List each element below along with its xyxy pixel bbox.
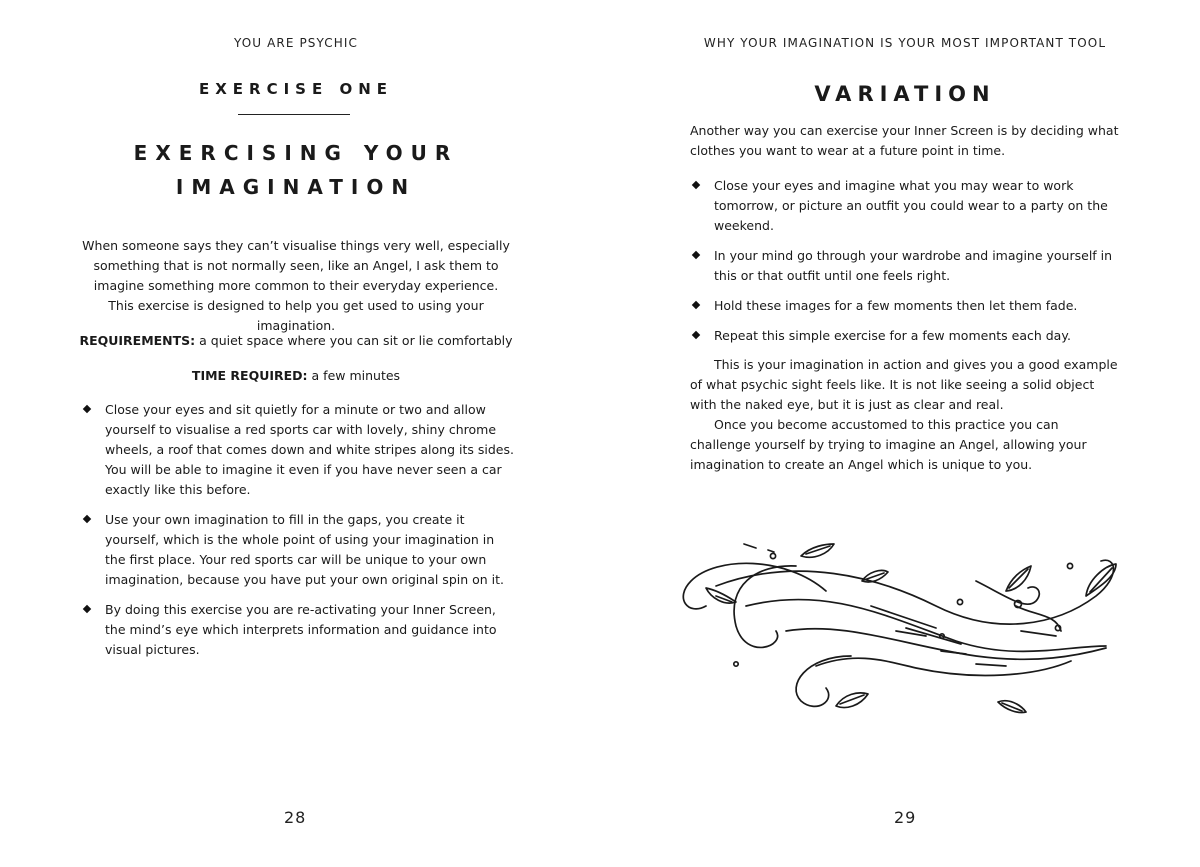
variation-title: VARIATION xyxy=(814,82,996,106)
list-item-text: Hold these images for a few moments then let them fade. xyxy=(714,298,1078,313)
running-head-right: WHY YOUR IMAGINATION IS YOUR MOST IMPORTANT TOOL xyxy=(703,36,1107,50)
exercise-label: EXERCISE ONE xyxy=(198,80,394,98)
closing-paragraphs xyxy=(690,355,1122,475)
variation-steps-list xyxy=(714,176,1114,356)
list-item-text: Use your own imagination to fill in the gaps, you create it yourself, which is the whole point of using your imagination in the first place. Your red sports car will be unique to your own imagination, because you have put your own original spin on it. xyxy=(105,512,505,587)
requirements-text: a quiet space where you can sit or lie comfortably xyxy=(199,333,513,348)
time-text: a few minutes xyxy=(311,368,401,383)
exercise-steps-list xyxy=(105,400,517,670)
list-item xyxy=(105,400,517,500)
list-item-text: Repeat this simple exercise for a few moments each day. xyxy=(714,328,1071,343)
exercise-title-line-2: IMAGINATION xyxy=(175,175,417,199)
page-number-right: 29 xyxy=(894,808,917,827)
list-item-text: In your mind go through your wardrobe and imagine yourself in this or that outfit until one feels right. xyxy=(714,248,1113,283)
exercise-title-line-1: EXERCISING YOUR xyxy=(133,141,459,165)
wind-swirl-leaves-icon xyxy=(676,536,1126,721)
list-item-text: Close your eyes and imagine what you may wear to work tomorrow, or picture an outfit you could wear to a party on the weekend. xyxy=(714,178,1108,233)
time-label: TIME REQUIRED: xyxy=(191,368,308,383)
intro-paragraph: When someone says they can’t visualise things very well, especially something that is not normally seen, like an Angel, I ask them to imagine something more common to their everyday experience. This exercise is designed to help you get used to using your imagination. xyxy=(82,238,510,333)
requirements-line xyxy=(0,331,592,351)
list-item xyxy=(714,246,1114,286)
list-item xyxy=(105,600,517,660)
closing-paragraph-1: This is your imagination in action and gives you a good example of what psychic sight feels like. It is not like seeing a solid object with the naked eye, but it is just as clear and real. xyxy=(690,357,1118,412)
variation-intro: Another way you can exercise your Inner Screen is by deciding what clothes you want to wear at a future point in time. xyxy=(690,123,1119,158)
list-item xyxy=(714,326,1114,346)
requirements-label: REQUIREMENTS: xyxy=(79,333,196,348)
list-item xyxy=(714,176,1114,236)
divider-rule xyxy=(238,114,350,115)
page-number-left: 28 xyxy=(284,808,307,827)
list-item xyxy=(105,510,517,590)
closing-paragraph-2: Once you become accustomed to this practice you can challenge yourself by trying to imagine an Angel, allowing your imagination to create an Angel which is unique to you. xyxy=(690,417,1087,472)
exercise-title xyxy=(0,136,592,204)
time-required-line xyxy=(0,366,592,386)
list-item-text: By doing this exercise you are re-activating your Inner Screen, the mind’s eye which interprets information and guidance into visual pictures. xyxy=(105,602,497,657)
list-item xyxy=(714,296,1114,316)
list-item-text: Close your eyes and sit quietly for a minute or two and allow yourself to visualise a red sports car with lovely, shiny chrome wheels, a roof that comes down and white stripes along its sides. You will be able to imagine it even if you have never seen a car exactly like this before. xyxy=(105,402,514,497)
running-head-left: YOU ARE PSYCHIC xyxy=(233,36,358,50)
